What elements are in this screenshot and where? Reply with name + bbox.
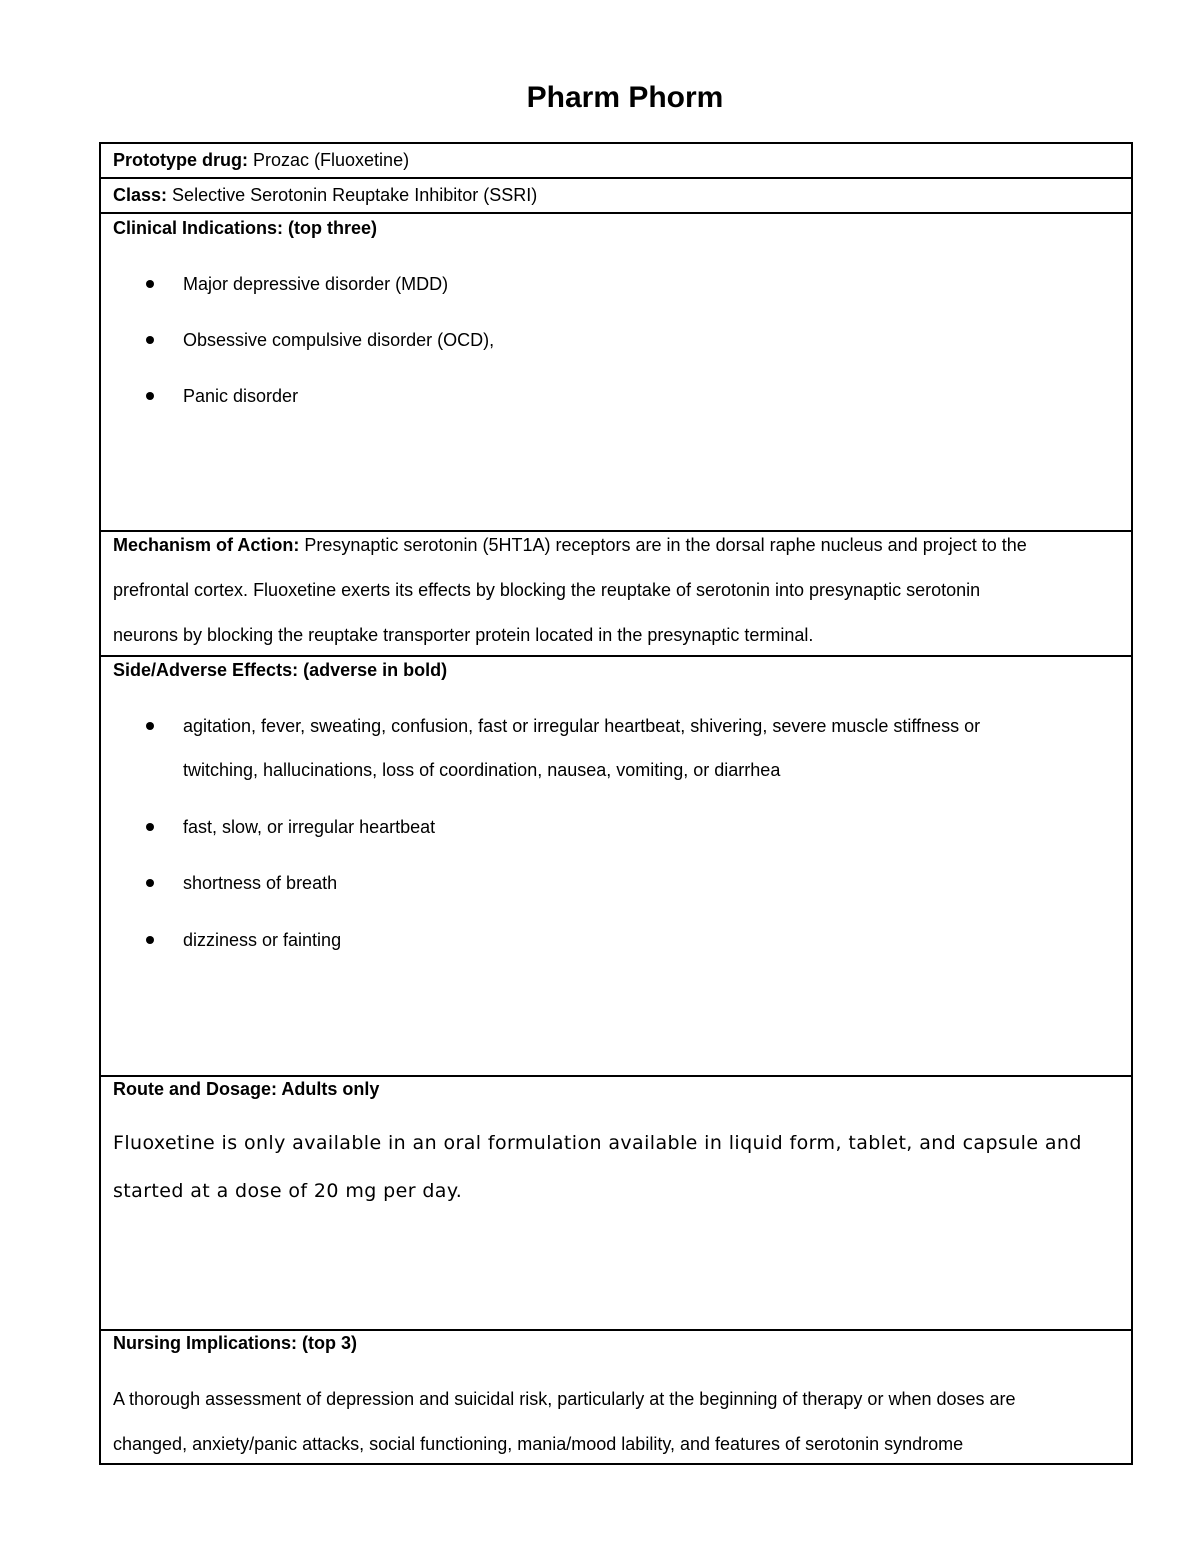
effect-item: agitation, fever, sweating, confusion, fast or irregular heartbeat, shivering, severe muscle stiffness or [183, 716, 981, 736]
indication-item: Major depressive disorder (MDD) [183, 274, 449, 294]
nursing-line-1: A thorough assessment of depression and suicidal risk, particularly at the beginning of therapy or when doses are [113, 1389, 1016, 1409]
nursing-heading: Nursing Implications: (top 3) [113, 1333, 358, 1353]
bullet-icon [146, 392, 154, 400]
indications-heading: Clinical Indications: (top three) [113, 218, 378, 238]
indication-item: Panic disorder [183, 386, 299, 406]
bullet-icon [146, 336, 154, 344]
mechanism-line-2: prefrontal cortex. Fluoxetine exerts its effects by blocking the reuptake of serotonin into presynaptic serotonin [113, 580, 981, 600]
effect-item: fast, slow, or irregular heartbeat [183, 817, 436, 837]
indication-item: Obsessive compulsive disorder (OCD), [183, 330, 495, 350]
mechanism-row [101, 532, 1131, 657]
class-label: Class: [113, 185, 168, 205]
bullet-icon [146, 879, 154, 887]
mechanism-label: Mechanism of Action: [113, 535, 300, 555]
effects-heading: Side/Adverse Effects: (adverse in bold) [113, 660, 448, 680]
prototype-row [101, 144, 1131, 179]
prototype-value: Prozac (Fluoxetine) [253, 150, 410, 170]
nursing-line-2: changed, anxiety/panic attacks, social functioning, mania/mood lability, and features of serotonin syndrome [113, 1434, 964, 1454]
bullet-icon [146, 823, 154, 831]
effect-item-continued: twitching, hallucinations, loss of coordination, nausea, vomiting, or diarrhea [183, 760, 781, 780]
pharm-form-table [99, 142, 1133, 1465]
effect-item: dizziness or fainting [183, 930, 342, 950]
mechanism-line-3: neurons by blocking the reuptake transporter protein located in the presynaptic terminal. [113, 625, 814, 645]
prototype-line [113, 148, 1119, 172]
class-line [113, 183, 1119, 207]
bullet-icon [146, 280, 154, 288]
mechanism-text: Presynaptic serotonin (5HT1A) receptors are in the dorsal raphe nucleus and project to the [304, 535, 1027, 555]
route-line-2: started at a dose of 20 mg per day. [113, 1180, 463, 1202]
indications-row [101, 214, 1131, 532]
prototype-label: Prototype drug: [113, 150, 248, 170]
effect-item: shortness of breath [183, 873, 338, 893]
mechanism-line-1 [113, 533, 1119, 557]
page-title: Pharm Phorm [526, 81, 724, 114]
class-row [101, 179, 1131, 214]
route-heading: Route and Dosage: Adults only [113, 1079, 380, 1099]
class-value: Selective Serotonin Reuptake Inhibitor (SSRI) [172, 185, 538, 205]
bullet-icon [146, 722, 154, 730]
nursing-row [101, 1331, 1131, 1463]
bullet-icon [146, 936, 154, 944]
route-row [101, 1077, 1131, 1331]
route-line-1: Fluoxetine is only available in an oral formulation available in liquid form, tablet, and capsule and [113, 1132, 1082, 1154]
effects-row [101, 657, 1131, 1077]
